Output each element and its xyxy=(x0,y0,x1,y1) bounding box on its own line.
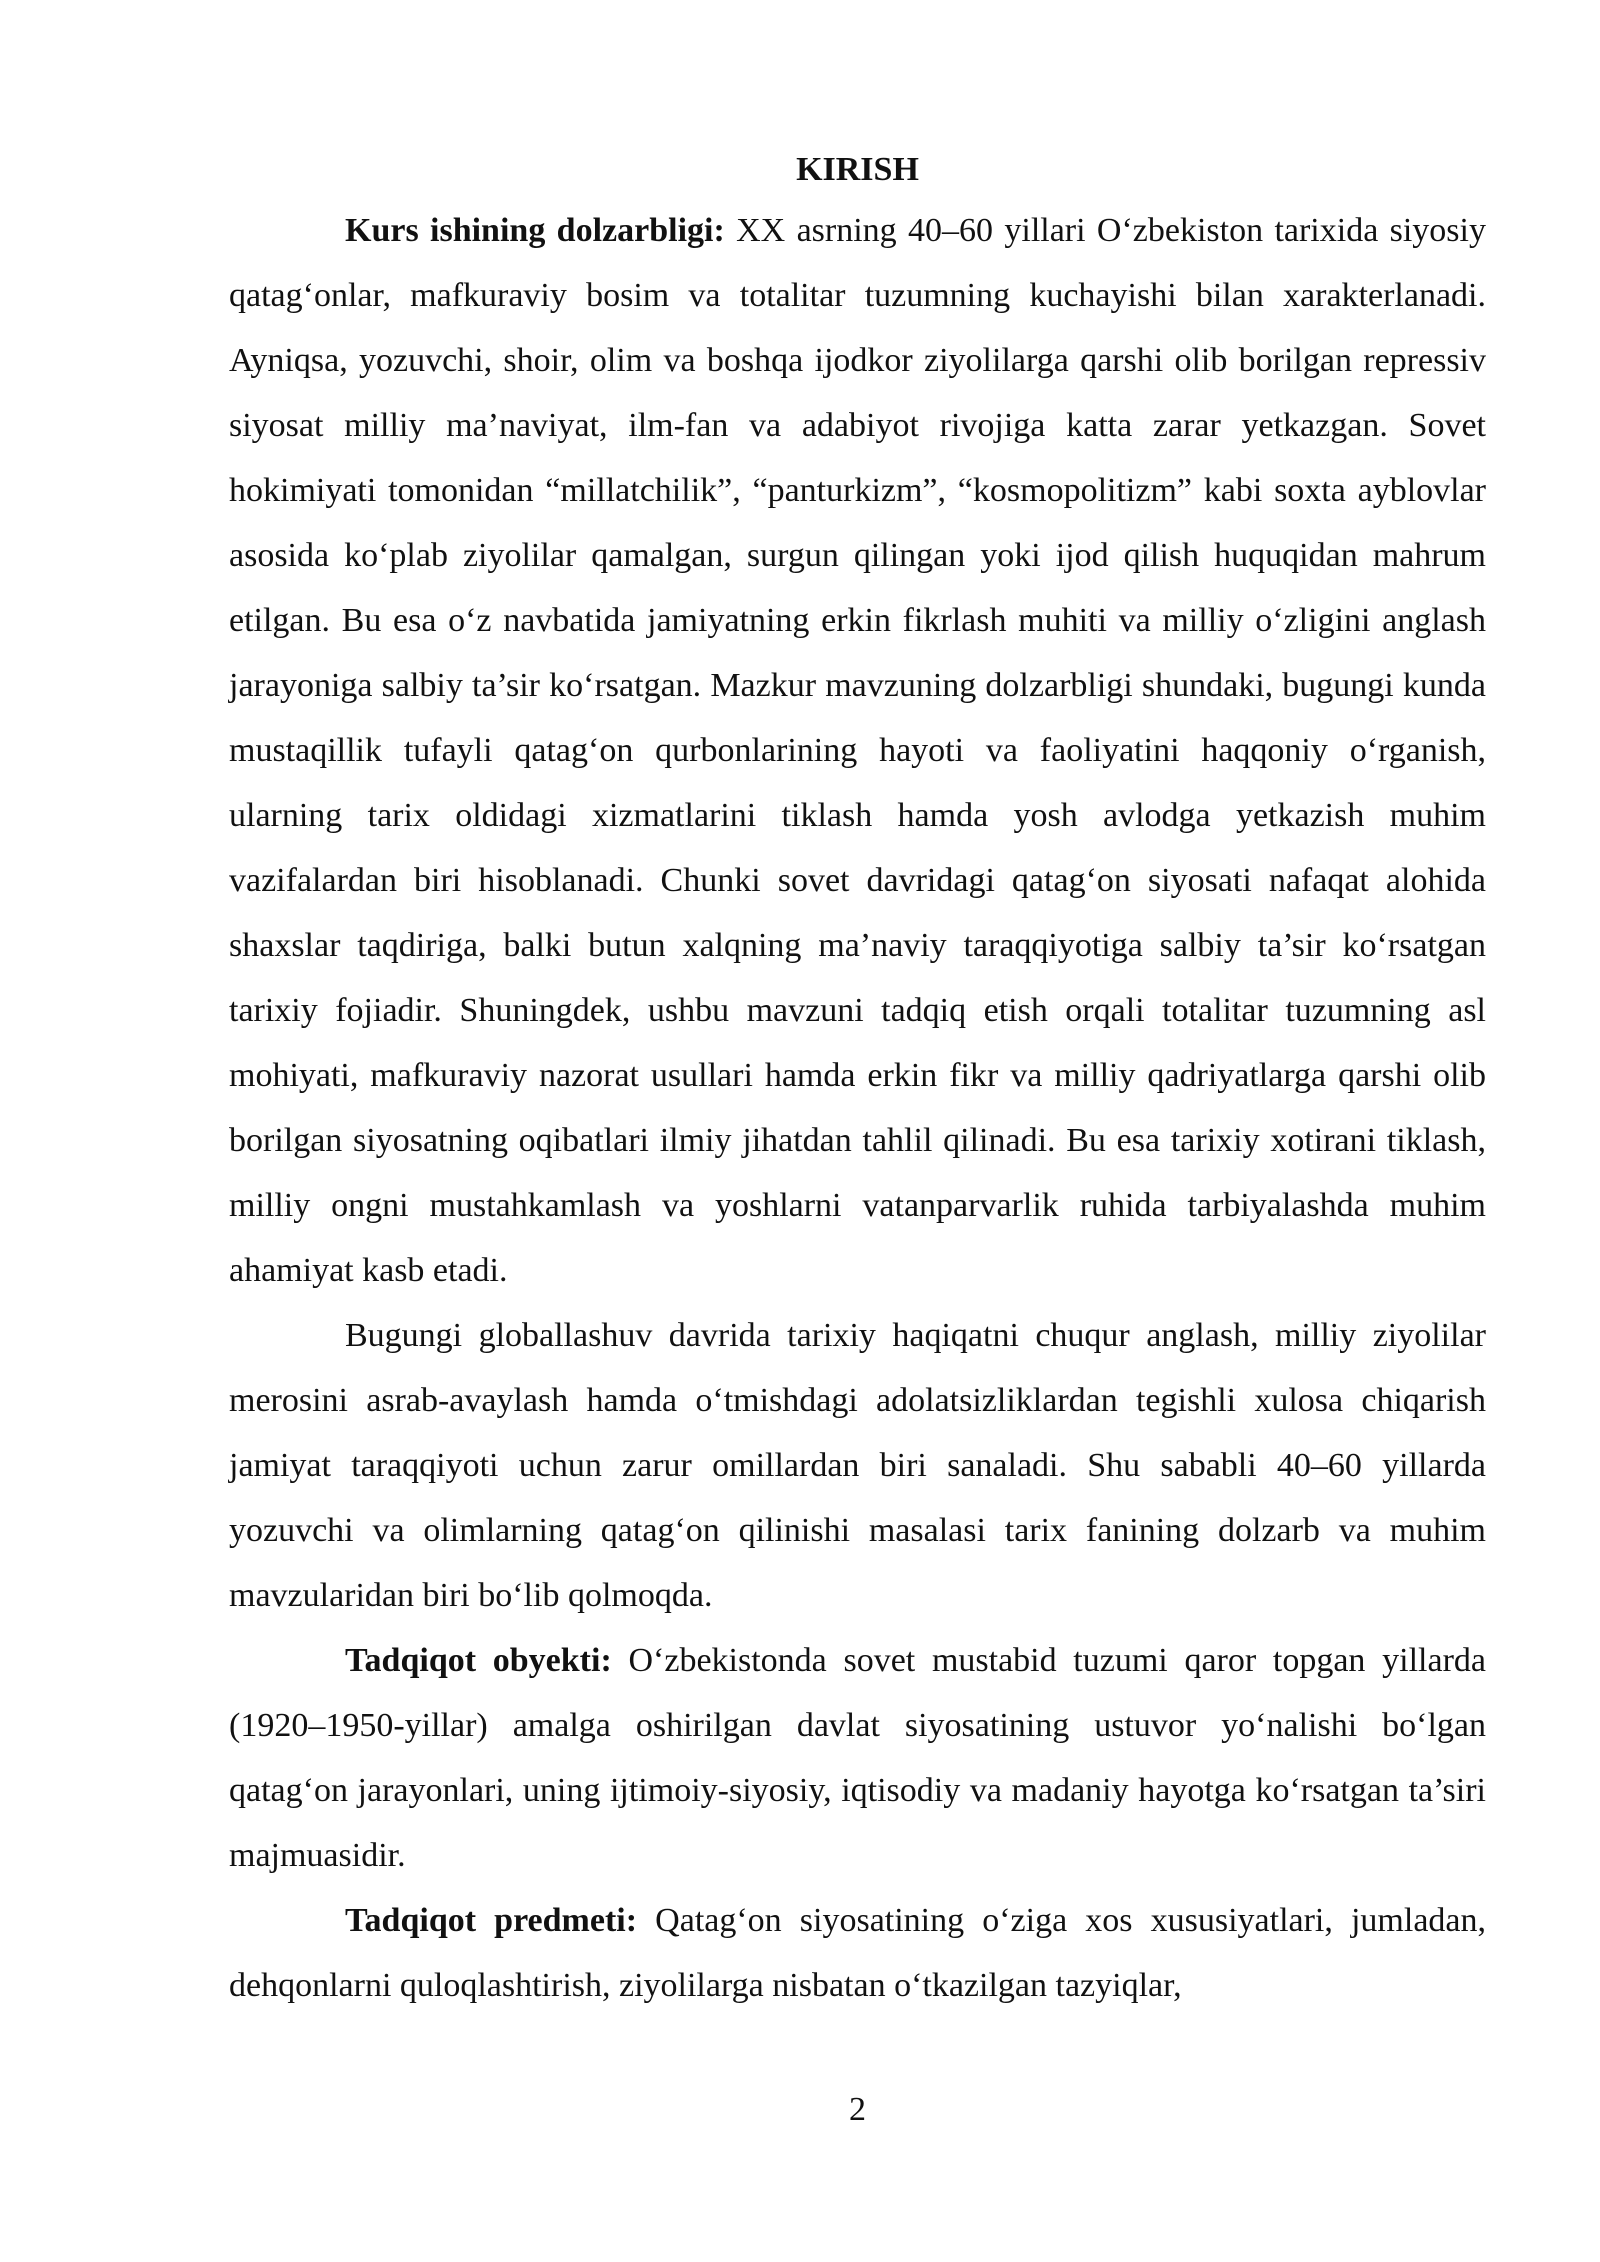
paragraph-text: XX asrning 40–60 yillari O‘zbekiston tarixida siyosiy qatag‘onlar, mafkuraviy bosim va totalitar tuzumning kuchayishi bilan xarakterlanadi. Ayniqsa, yozuvchi, shoir, olim va boshqa ijodkor ziyolilarga qarshi olib borilgan repressiv siyosat milliy ma’naviyat, ilm-fan va adabiyot rivojiga katta zarar yetkazgan. Sovet hokimiyati tomonidan “millatchilik”, “panturkizm”, “kosmopolitizm” kabi soxta ayblovlar asosida ko‘plab ziyolilar qamalgan, surgun qilingan yoki ijod qilish huquqidan mahrum etilgan. Bu esa o‘z navbatida jamiyatning erkin fikrlash muhiti va milliy o‘zligini anglash jarayoniga salbiy ta’sir ko‘rsatgan. Mazkur mavzuning dolzarbligi shundaki, bugungi kunda mustaqillik tufayli qatag‘on qurbonlarining hayoti va faoliyatini haqqoniy o‘rganish, ularning tarix oldidagi xizmatlarini tiklash hamda yosh avlodga yetkazish muhim vazifalardan biri hisoblanadi. Chunki sovet davridagi qatag‘on siyosati nafaqat alohida shaxslar taqdiriga, balki butun xalqning ma’naviy taraqqiyotiga salbiy ta’sir ko‘rsatgan tarixiy fojiadir. Shuningdek, ushbu mavzuni tadqiq etish orqali totalitar tuzumning asl mohiyati, mafkuraviy nazorat usullari hamda erkin fikr va milliy qadriyatlarga qarshi olib borilgan siyosatning oqibatlari ilmiy jihatdan tahlil qilinadi. Bu esa tarixiy xotirani tiklash, milliy ongni mustahkamlash va yoshlarni vatanparvarlik ruhida tarbiyalashda muhim ahamiyat kasb etadi. xyxy=(229,212,1486,1289)
paragraph-text: O‘zbekistonda sovet mustabid tuzumi qaror topgan yillarda (1920–1950-yillar) amalga oshirilgan davlat siyosatining ustuvor yo‘nalishi bo‘lgan qatag‘on jarayonlari, uning ijtimoiy-siyosiy, iqtisodiy va madaniy hayotga ko‘rsatgan ta’siri majmuasidir. xyxy=(229,1642,1486,1874)
paragraph-label: Tadqiqot predmeti: xyxy=(345,1902,638,1939)
paragraph-text: Qatag‘on siyosatining o‘ziga xos xususiyatlari, jumladan, dehqonlarni quloqlashtirish, ziyolilarga nisbatan o‘tkazilgan tazyiqlar, xyxy=(229,1902,1487,2004)
paragraph-text: Bugungi globallashuv davrida tarixiy haqiqatni chuqur anglash, milliy ziyolilar merosini asrab-avaylash hamda o‘tmishdagi adolatsizliklardan tegishli xulosa chiqarish jamiyat taraqqiyoti uchun zarur omillardan biri sanaladi. Shu sababli 40–60 yillarda yozuvchi va olimlarning qatag‘on qilinishi masalasi tarix fanining dolzarb va muhim mavzularidan biri bo‘lib qolmoqda. xyxy=(229,1317,1486,1614)
paragraph-label: Tadqiqot obyekti: xyxy=(345,1642,612,1679)
paragraph-relevance xyxy=(229,198,1486,1303)
paragraph-research-object xyxy=(229,1628,1486,1888)
paragraph-globalization xyxy=(229,1303,1486,1628)
paragraph-label: Kurs ishining dolzarbligi: xyxy=(345,212,725,249)
page-number: 2 xyxy=(849,2091,866,2128)
body-text xyxy=(229,198,1486,2018)
section-heading: KIRISH xyxy=(796,151,919,188)
paragraph-research-subject xyxy=(229,1888,1486,2018)
